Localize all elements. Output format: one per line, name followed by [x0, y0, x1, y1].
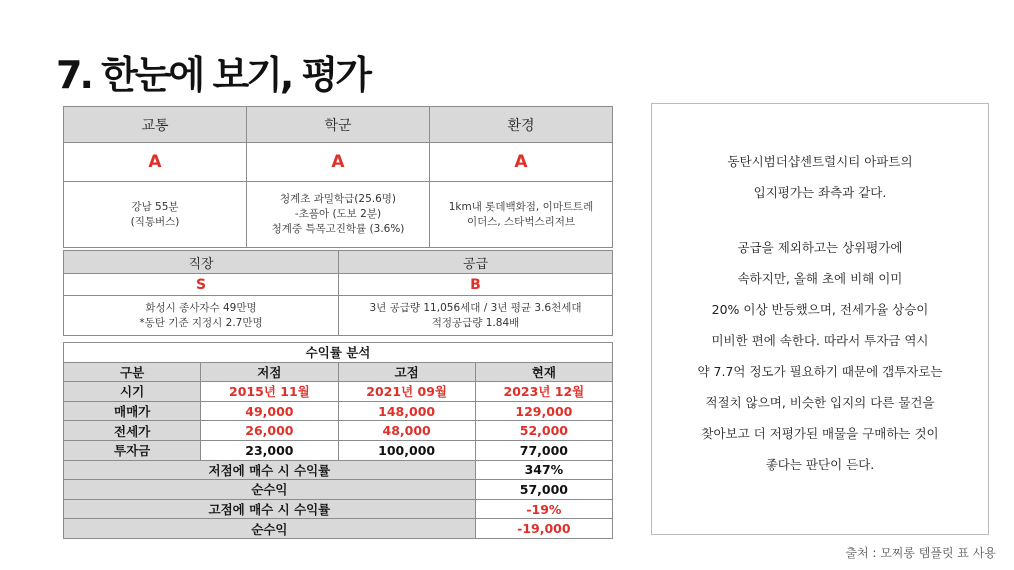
desc-line: (직통버스)	[130, 215, 180, 228]
summary-label: 저점에 매수 시 수익률	[64, 460, 476, 480]
table-cell: 49,000	[201, 401, 338, 421]
profit-analysis-table	[63, 342, 613, 539]
desc-school	[247, 182, 430, 248]
table-row	[64, 401, 613, 421]
table-cell: 129,000	[475, 401, 612, 421]
grade-header-environment: 환경	[430, 107, 613, 143]
evaluation-textbox	[651, 103, 989, 535]
column-header: 현재	[475, 362, 612, 382]
table-cell: 23,000	[201, 440, 338, 460]
text-line: 적절치 않으며, 비슷한 입지의 다른 물건을	[705, 395, 935, 410]
desc-line: *동탄 기준 지정시 2.7만명	[139, 316, 263, 329]
desc-line: 1km내 롯데백화점, 이마트트레	[448, 200, 594, 213]
text-line: 속하지만, 올해 초에 비해 이미	[737, 271, 903, 286]
job-supply-table	[63, 250, 613, 336]
text-line: 약 7.7억 정도가 필요하기 때문에 갭투자로는	[697, 364, 943, 379]
summary-value: -19,000	[475, 519, 612, 539]
table-cell: 100,000	[338, 440, 475, 460]
source-caption: 출처 : 모찌롱 템플릿 표 사용	[845, 546, 996, 560]
column-header: 저점	[201, 362, 338, 382]
table-cell: 52,000	[475, 421, 612, 441]
summary-row	[64, 499, 613, 519]
desc-line: 강남 55분	[131, 200, 179, 213]
summary-value: 347%	[475, 460, 612, 480]
table-row	[64, 421, 613, 441]
column-header: 고점	[338, 362, 475, 382]
grade-school: A	[247, 143, 430, 182]
grade-header-transport: 교통	[64, 107, 247, 143]
evaluation-paragraph-2	[652, 232, 988, 480]
summary-label: 순수익	[64, 480, 476, 500]
table-row	[64, 382, 613, 402]
summary-value: 57,000	[475, 480, 612, 500]
grade-job: S	[64, 274, 339, 296]
evaluation-paragraph-1	[652, 146, 988, 208]
summary-value: -19%	[475, 499, 612, 519]
table-cell: 2021년 09월	[338, 382, 475, 402]
text-line: 찾아보고 더 저평가된 매물을 구매하는 것이	[701, 426, 939, 441]
grade-supply: B	[339, 274, 613, 296]
header-job: 직장	[64, 251, 339, 274]
row-label: 매매가	[64, 401, 201, 421]
desc-transport	[64, 182, 247, 248]
desc-line: 청계초 과밀학급(25.6명)	[279, 193, 397, 205]
page-title: 7. 한눈에 보기, 평가	[56, 53, 369, 97]
desc-environment	[430, 182, 613, 248]
summary-row	[64, 460, 613, 480]
row-label: 시기	[64, 382, 201, 402]
table-cell: 48,000	[338, 421, 475, 441]
summary-row	[64, 480, 613, 500]
table-cell: 77,000	[475, 440, 612, 460]
summary-label: 순수익	[64, 519, 476, 539]
desc-line: 3년 공급량 11,056세대 / 3년 평균 3.6천세대	[369, 301, 582, 314]
desc-line: 이더스, 스타벅스리저브	[466, 215, 576, 228]
table-cell: 2015년 11월	[201, 382, 338, 402]
table-cell: 26,000	[201, 421, 338, 441]
header-supply: 공급	[339, 251, 613, 274]
summary-label: 고점에 매수 시 수익률	[64, 499, 476, 519]
text-line: 좋다는 판단이 든다.	[765, 457, 875, 472]
location-grade-table	[63, 106, 613, 248]
table-cell: 2023년 12월	[475, 382, 612, 402]
text-line: 20% 이상 반등했으며, 전세가율 상승이	[711, 302, 929, 317]
grade-header-school: 학군	[247, 107, 430, 143]
desc-job	[64, 296, 339, 336]
column-header: 구분	[64, 362, 201, 382]
desc-line: 적정공급량 1.84배	[431, 316, 520, 329]
desc-line: -초품아 (도보 2분)	[294, 208, 382, 220]
desc-line: 화성시 종사자수 49만명	[145, 301, 257, 314]
desc-line: 청계중 특목고진학률 (3.6%)	[271, 223, 405, 235]
text-line: 미비한 편에 속한다. 따라서 투자금 역시	[711, 333, 929, 348]
table-cell: 148,000	[338, 401, 475, 421]
grade-environment: A	[430, 143, 613, 182]
desc-supply	[339, 296, 613, 336]
row-label: 투자금	[64, 440, 201, 460]
text-line: 동탄시범더샵센트럴시티 아파트의	[727, 154, 913, 169]
profit-table-title: 수익률 분석	[64, 343, 613, 363]
table-row	[64, 440, 613, 460]
summary-row	[64, 519, 613, 539]
row-label: 전세가	[64, 421, 201, 441]
grade-transport: A	[64, 143, 247, 182]
text-line: 입지평가는 좌측과 같다.	[753, 185, 887, 200]
text-line: 공급을 제외하고는 상위평가에	[737, 240, 903, 255]
